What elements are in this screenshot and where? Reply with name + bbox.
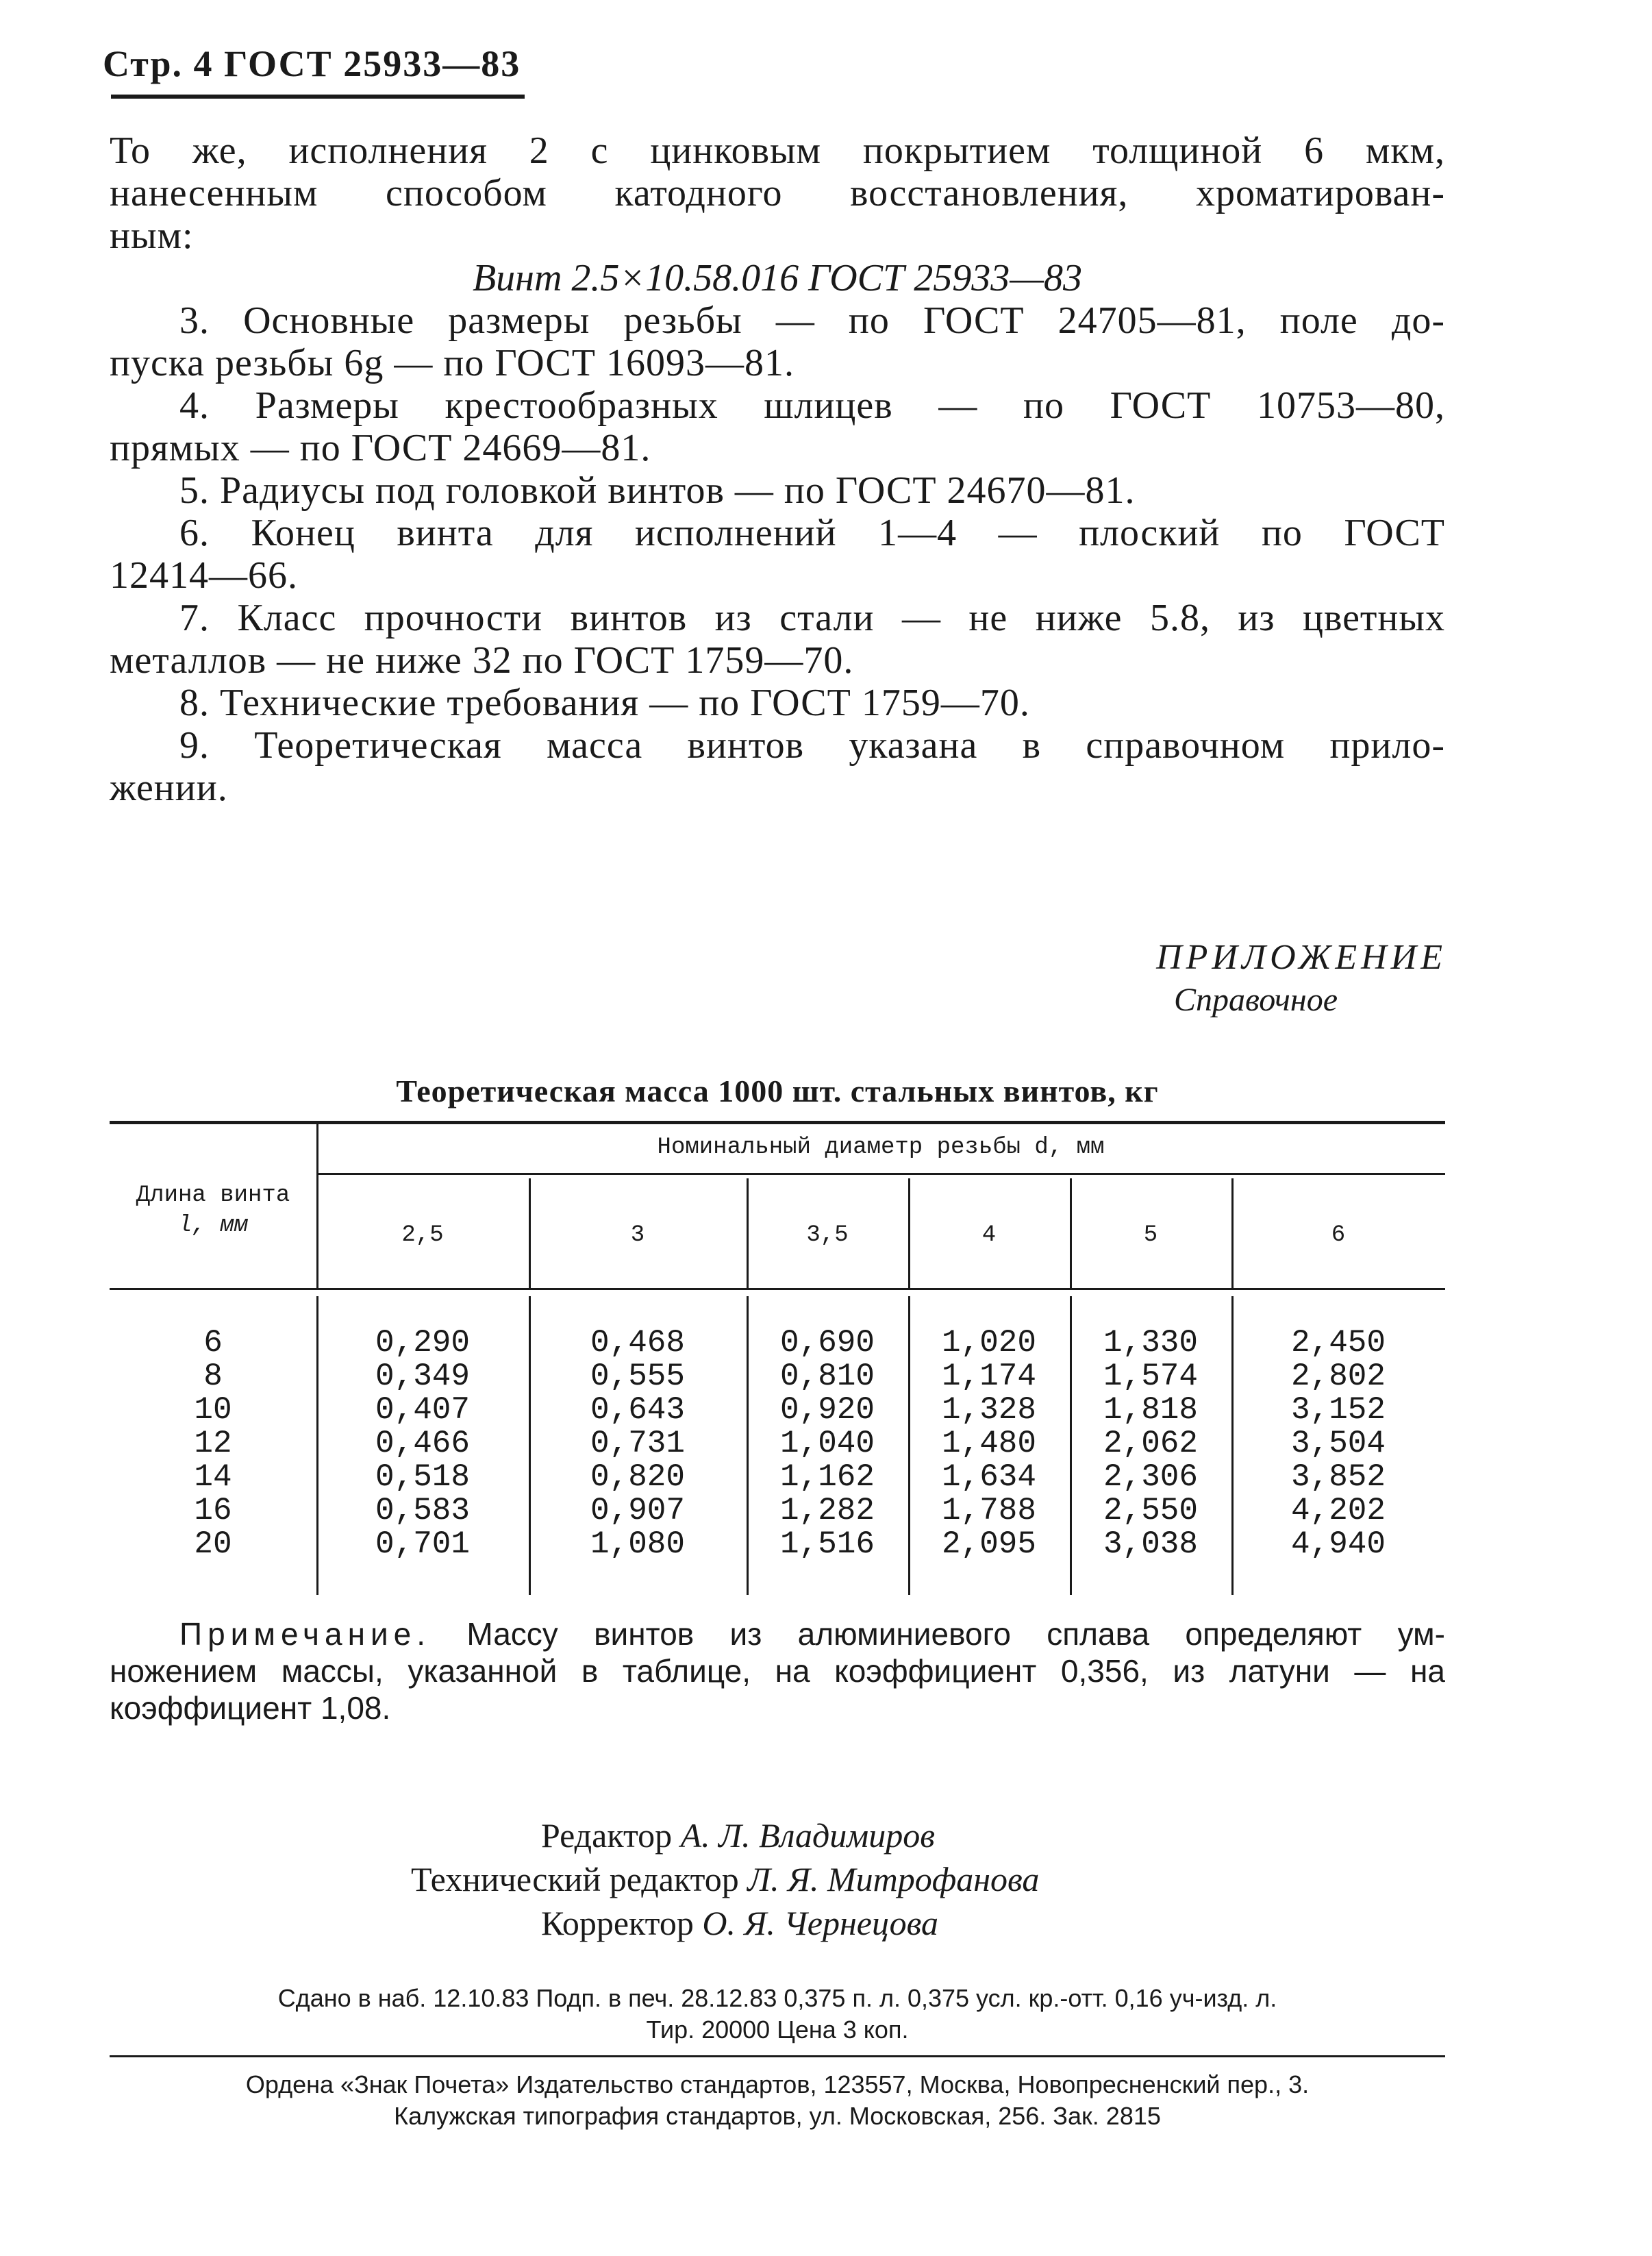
table-group-rule xyxy=(316,1173,1445,1175)
mass-cell: 0,349 xyxy=(375,1359,471,1394)
mass-cell: 3,852 xyxy=(1290,1459,1386,1495)
table-header-rule xyxy=(110,1288,1445,1290)
imprint-rule xyxy=(110,2055,1445,2057)
editor-role: Корректор xyxy=(541,1904,694,1942)
mass-cell: 4,202 xyxy=(1290,1493,1386,1528)
group-header: Номинальный диаметр резьбы d, мм xyxy=(657,1135,1105,1161)
mass-cell: 0,820 xyxy=(590,1459,686,1495)
item-line: 5. Радиусы под головкой винтов — по ГОСТ 24670—81. xyxy=(179,469,1136,512)
length-cell: 14 xyxy=(194,1459,232,1495)
appendix-type: Справочное xyxy=(1174,982,1338,1018)
length-cell: 20 xyxy=(194,1526,232,1562)
note-text: Массу винтов из алюминиевого сплава определяют ум- xyxy=(466,1616,1446,1652)
mass-cell: 1,174 xyxy=(941,1359,1037,1394)
mass-cell: 1,516 xyxy=(779,1526,875,1562)
mass-cell: 2,450 xyxy=(1290,1325,1386,1361)
diameter-header: 5 xyxy=(1143,1222,1158,1248)
mass-cell: 0,290 xyxy=(375,1325,471,1361)
editor-line xyxy=(411,1859,1039,1899)
diameter-header: 6 xyxy=(1331,1222,1346,1248)
mass-column-4 xyxy=(908,1326,1070,1561)
mass-cell: 1,818 xyxy=(1103,1392,1199,1428)
intro-line: нанесенным способом катодного восстановления, хроматирован- xyxy=(110,172,1445,214)
mass-cell: 3,038 xyxy=(1103,1526,1199,1562)
mass-cell: 0,518 xyxy=(375,1459,471,1495)
note-line: коэффициент 1,08. xyxy=(110,1690,391,1726)
imprint-line: Тир. 20000 Цена 3 коп. xyxy=(646,2016,909,2044)
mass-cell: 2,306 xyxy=(1103,1459,1199,1495)
mass-cell: 2,550 xyxy=(1103,1493,1199,1528)
item-line: 3. Основные размеры резьбы — по ГОСТ 24705—81, поле до- xyxy=(179,299,1445,342)
mass-cell: 0,701 xyxy=(375,1526,471,1562)
mass-cell: 0,583 xyxy=(375,1493,471,1528)
mass-cell: 1,634 xyxy=(941,1459,1037,1495)
mass-cell: 2,062 xyxy=(1103,1426,1199,1461)
mass-table xyxy=(110,1121,1445,1600)
mass-cell: 2,095 xyxy=(941,1526,1037,1562)
editor-name: Л. Я. Митрофанова xyxy=(747,1860,1040,1898)
item-line: 9. Теоретическая масса винтов указана в справочном прило- xyxy=(179,724,1445,767)
mass-cell: 1,162 xyxy=(779,1459,875,1495)
imprint-line: Ордена «Знак Почета» Издательство стандартов, 123557, Москва, Новопресненский пер., 3. xyxy=(245,2070,1310,2098)
item-line: прямых — по ГОСТ 24669—81. xyxy=(110,427,651,469)
appendix-title: ПРИЛОЖЕНИЕ xyxy=(1156,938,1447,977)
length-column xyxy=(110,1326,316,1561)
length-cell: 8 xyxy=(203,1359,223,1394)
mass-cell: 0,690 xyxy=(779,1325,875,1361)
item-line: пуска резьбы 6g — по ГОСТ 16093—81. xyxy=(110,342,794,384)
mass-column-3 xyxy=(529,1326,747,1561)
mass-cell: 3,152 xyxy=(1290,1392,1386,1428)
item-line: металлов — не ниже 32 по ГОСТ 1759—70. xyxy=(110,639,854,682)
mass-cell: 0,731 xyxy=(590,1426,686,1461)
mass-cell: 1,020 xyxy=(941,1325,1037,1361)
table-caption: Теоретическая масса 1000 шт. стальных винтов, кг xyxy=(396,1074,1159,1108)
mass-cell: 0,643 xyxy=(590,1392,686,1428)
mass-cell: 2,802 xyxy=(1290,1359,1386,1394)
editor-line xyxy=(541,1815,935,1855)
item-line: 8. Технические требования — по ГОСТ 1759—70. xyxy=(179,682,1030,724)
editor-name: О. Я. Чернецова xyxy=(702,1904,938,1942)
mass-column-3-5 xyxy=(747,1326,908,1561)
mass-cell: 0,810 xyxy=(779,1359,875,1394)
mass-cell: 4,940 xyxy=(1290,1526,1386,1562)
mass-cell: 1,040 xyxy=(779,1426,875,1461)
intro-line: То же, исполнения 2 с цинковым покрытием толщиной 6 мкм, xyxy=(110,129,1445,172)
note-line xyxy=(179,1615,1445,1652)
mass-cell: 0,466 xyxy=(375,1426,471,1461)
diameter-header: 4 xyxy=(981,1222,997,1248)
editor-role: Редактор xyxy=(541,1816,673,1855)
mass-column-5 xyxy=(1070,1326,1231,1561)
mass-cell: 1,788 xyxy=(941,1493,1037,1528)
length-cell: 10 xyxy=(194,1392,232,1428)
mass-cell: 1,480 xyxy=(941,1426,1037,1461)
mass-cell: 0,920 xyxy=(779,1392,875,1428)
mass-cell: 1,328 xyxy=(941,1392,1037,1428)
mass-column-2-5 xyxy=(316,1326,529,1561)
table-top-border xyxy=(110,1121,1445,1124)
length-cell: 16 xyxy=(194,1493,232,1528)
item-line: 4. Размеры крестообразных шлицев — по ГОСТ 10753—80, xyxy=(179,384,1445,427)
item-line: 7. Класс прочности винтов из стали — не ниже 5.8, из цветных xyxy=(179,597,1445,639)
item-line: 6. Конец винта для исполнений 1—4 — плоский по ГОСТ xyxy=(179,512,1445,554)
mass-cell: 3,504 xyxy=(1290,1426,1386,1461)
mass-cell: 1,574 xyxy=(1103,1359,1199,1394)
editor-line xyxy=(541,1903,938,1943)
mass-cell: 0,907 xyxy=(590,1493,686,1528)
page-header: Стр. 4 ГОСТ 25933—83 xyxy=(103,43,521,84)
mass-column-6 xyxy=(1231,1326,1445,1561)
intro-line: ным: xyxy=(110,214,194,257)
mass-cell: 0,555 xyxy=(590,1359,686,1394)
designation-formula: Винт 2.5×10.58.016 ГОСТ 25933—83 xyxy=(472,257,1083,299)
diameter-header: 3 xyxy=(630,1222,645,1248)
mass-cell: 1,282 xyxy=(779,1493,875,1528)
item-line: жении. xyxy=(110,767,228,809)
diameter-header: 3,5 xyxy=(806,1222,849,1248)
note-line: ножением массы, указанной в таблице, на коэффициент 0,356, из латуни — на xyxy=(110,1653,1445,1689)
header-rule xyxy=(111,95,525,99)
editor-role: Технический редактор xyxy=(411,1860,739,1898)
imprint-line: Сдано в наб. 12.10.83 Подп. в печ. 28.12.83 0,375 п. л. 0,375 усл. кр.-отт. 0,16 уч-изд. л. xyxy=(277,1984,1277,2012)
editor-name: А. Л. Владимиров xyxy=(680,1816,935,1855)
item-line: 12414—66. xyxy=(110,554,298,597)
row-header-line: Длина винта xyxy=(136,1182,290,1208)
mass-cell: 1,080 xyxy=(590,1526,686,1562)
mass-cell: 0,407 xyxy=(375,1392,471,1428)
length-cell: 12 xyxy=(194,1426,232,1461)
diameter-header: 2,5 xyxy=(401,1222,444,1248)
row-header-line: l, мм xyxy=(177,1213,249,1239)
imprint-line: Калужская типография стандартов, ул. Московская, 256. Зак. 2815 xyxy=(394,2102,1161,2130)
mass-cell: 0,468 xyxy=(590,1325,686,1361)
length-cell: 6 xyxy=(203,1325,223,1361)
mass-cell: 1,330 xyxy=(1103,1325,1199,1361)
note-label: Примечание. xyxy=(179,1616,431,1652)
